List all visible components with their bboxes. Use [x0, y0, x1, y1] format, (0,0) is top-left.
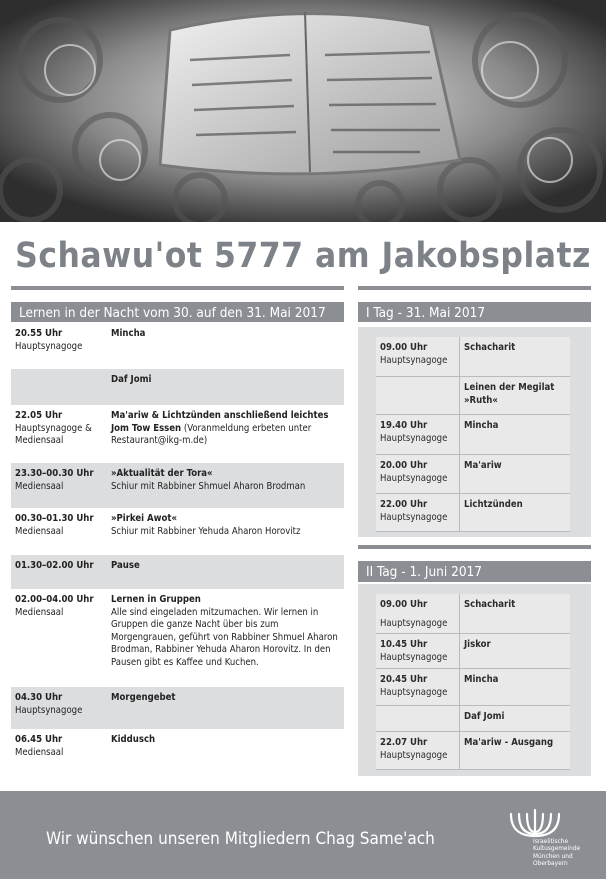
row-time: 01.30–02.00 Uhr [15, 560, 94, 571]
left-section-header: Lernen in der Nacht vom 30. auf den 31. Mai 2017 [11, 302, 344, 322]
divider-left [11, 286, 344, 290]
table-row [11, 463, 344, 508]
table-row [11, 323, 344, 369]
table-row [376, 337, 570, 377]
table-row [11, 589, 344, 687]
row-place: Mediensaal [15, 606, 64, 618]
row-time: 09.00 Uhr [380, 599, 428, 610]
row-place: Mediensaal [15, 480, 64, 492]
row-title: Mincha [464, 674, 499, 685]
row-title: Ma'ariw - Ausgang [464, 737, 554, 748]
table-row [11, 555, 344, 589]
row-time: 00.30–01.30 Uhr [15, 513, 94, 524]
row-title: Leinen der Megilat »Ruth« [464, 382, 555, 406]
table-row [11, 687, 344, 729]
footer-greeting: Wir wünschen unseren Mitgliedern Chag Same'ach [46, 829, 435, 849]
row-desc: (Voranmeldung erbeten unter Restaurant@ikg-m.de) [111, 422, 312, 446]
day1-header: I Tag - 31. Mai 2017 [358, 302, 591, 322]
page-title: Schawu'ot 5777 am Jakobsplatz [15, 236, 591, 276]
row-place: Hauptsynagoge [380, 749, 448, 761]
row-place: Hauptsynagoge [380, 651, 448, 663]
row-time: 20.00 Uhr [380, 460, 428, 471]
table-row [376, 455, 570, 494]
logo-text: Israelitische Kultusgemeinde München und Oberbayern [533, 837, 581, 868]
row-title: Lernen in Gruppen [111, 594, 201, 605]
row-time: 02.00–04.00 Uhr [15, 594, 94, 605]
divider-day2 [358, 545, 591, 549]
day1-panel [358, 327, 591, 537]
row-title: Schacharit [464, 599, 516, 610]
row-title: Morgengebet [111, 692, 176, 703]
table-row [11, 729, 344, 775]
row-place: Hauptsynagoge [15, 340, 83, 352]
table-row [376, 669, 570, 706]
row-place: Hauptsynagoge [380, 617, 448, 629]
row-title: Lichtzünden [464, 499, 523, 510]
table-row [11, 405, 344, 463]
row-time: 22.05 Uhr [15, 410, 63, 421]
table-row [376, 634, 570, 669]
row-place: Mediensaal [15, 525, 64, 537]
row-time: 04.30 Uhr [15, 692, 63, 703]
day2-table [376, 594, 570, 770]
row-place: Hauptsynagoge [380, 472, 448, 484]
row-place: Hauptsynagoge [380, 432, 448, 444]
table-row [11, 369, 344, 405]
table-row [376, 732, 570, 770]
row-title: Kiddusch [111, 734, 156, 745]
row-desc: Schiur mit Rabbiner Shmuel Aharon Brodman [111, 480, 306, 492]
row-time: 09.00 Uhr [380, 342, 428, 353]
row-time: 19.40 Uhr [380, 420, 428, 431]
row-place: Hauptsynagoge [380, 354, 448, 366]
row-title: Ma'ariw & Lichtzünden anschließend leichtes Jom Tow Essen [111, 410, 329, 434]
table-row [376, 415, 570, 455]
day2-panel [358, 584, 591, 776]
row-place: Hauptsynagoge [380, 686, 448, 698]
row-place: Hauptsynagoge & Mediensaal [15, 422, 92, 446]
row-title: Schacharit [464, 342, 516, 353]
table-row [11, 508, 344, 555]
row-time: 20.55 Uhr [15, 328, 63, 339]
row-title: Mincha [464, 420, 499, 431]
row-time: 22.00 Uhr [380, 499, 428, 510]
night-schedule-table [11, 323, 344, 775]
row-title: Mincha [111, 328, 146, 339]
row-title: Daf Jomi [111, 374, 152, 385]
row-time: 06.45 Uhr [15, 734, 63, 745]
row-place: Hauptsynagoge [380, 511, 448, 523]
row-time: 10.45 Uhr [380, 639, 428, 650]
row-time: 20.45 Uhr [380, 674, 428, 685]
table-row [376, 377, 570, 415]
hero-image-torah-tablets [0, 0, 606, 222]
row-title: »Aktualität der Tora« [111, 468, 213, 479]
row-time: 23.30–00.30 Uhr [15, 468, 94, 479]
table-row [376, 494, 570, 532]
row-title: Daf Jomi [464, 711, 505, 722]
row-title: Jiskor [464, 639, 491, 650]
table-row [376, 594, 570, 634]
day2-header: II Tag - 1. Juni 2017 [358, 561, 591, 582]
row-place: Mediensaal [15, 746, 64, 758]
row-place: Hauptsynagoge [15, 704, 83, 716]
row-time: 22.07 Uhr [380, 737, 428, 748]
divider-right [358, 286, 591, 290]
table-row [376, 706, 570, 732]
row-title: Pause [111, 560, 140, 571]
day1-table [376, 337, 570, 532]
row-desc: Alle sind eingeladen mitzumachen. Wir lernen in Gruppen die ganze Nacht über bis zum Morgengrauen, geführt von Rabbiner Shmuel Aharon Brodman, Rabbiner Yehuda Aharon Horovitz. In den Pausen gibt es Kaffee und Kuchen. [111, 606, 338, 668]
row-desc: Schiur mit Rabbiner Yehuda Aharon Horovitz [111, 525, 301, 537]
row-title: »Pirkei Awot« [111, 513, 178, 524]
row-title: Ma'ariw [464, 460, 502, 471]
